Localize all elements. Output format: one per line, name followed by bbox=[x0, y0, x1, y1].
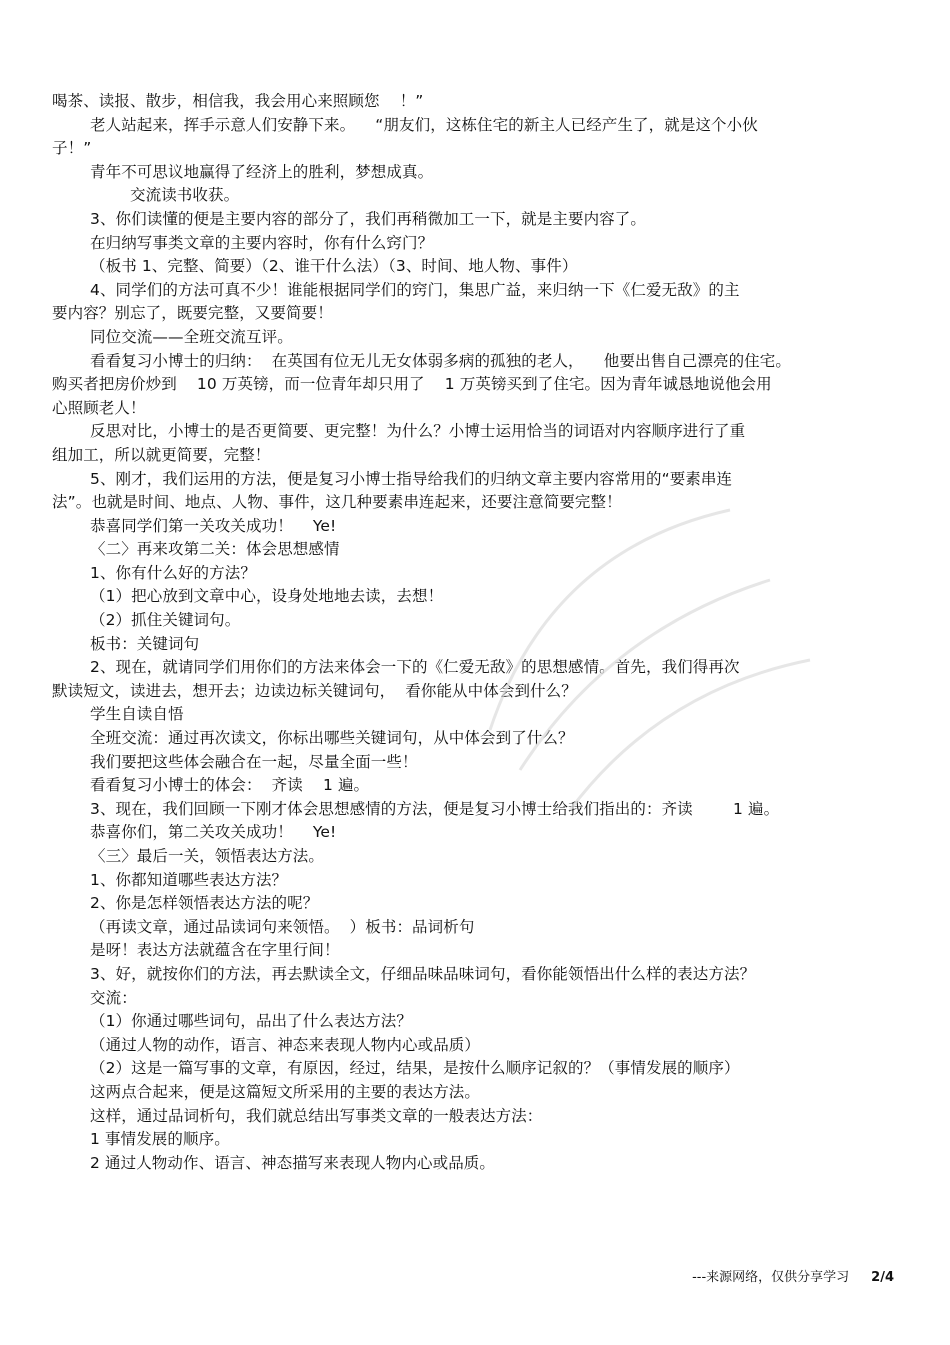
text-line: （通过人物的动作，语言、神态来表现人物内心或品质） bbox=[90, 1035, 481, 1054]
text-line: 5、刚才，我们运用的方法，便是复习小博士指导给我们的归纳文章主要内容常用的“要素串连 bbox=[90, 469, 733, 488]
text-line: 恭喜同学们第一关攻关成功！ Ye! bbox=[90, 516, 337, 535]
text-line: 1 事情发展的顺序。 bbox=[90, 1130, 230, 1149]
text-line: 在归纳写事类文章的主要内容时，你有什么窍门？ bbox=[90, 233, 434, 252]
text-line: （2）抓住关键词句。 bbox=[90, 611, 241, 630]
text-line: 组加工，所以就更简要，完整！ bbox=[52, 445, 271, 464]
text-line: 交流读书收获。 bbox=[130, 186, 240, 205]
text-line: 看看复习小博士的归纳： 在英国有位无儿无女体弱多病的孤独的老人， 他要出售自己漂亮的住宅。 bbox=[90, 351, 791, 370]
text-line: 要内容？别忘了，既要完整，又要简要！ bbox=[52, 304, 333, 323]
text-line: 学生自读自悟 bbox=[90, 705, 184, 724]
text-line: 全班交流：通过再次读文，你标出哪些关键词句，从中体会到了什么？ bbox=[90, 729, 574, 748]
text-line: 1、你都知道哪些表达方法？ bbox=[90, 870, 288, 889]
text-line: 板书：关键词句 bbox=[90, 634, 200, 653]
text-line: 青年不可思议地赢得了经济上的胜利，梦想成真。 bbox=[90, 162, 434, 181]
page-number: 2/4 bbox=[871, 1270, 894, 1285]
text-line: 是呀！表达方法就蕴含在字里行间！ bbox=[90, 941, 340, 960]
text-line: 4、同学们的方法可真不少！谁能根据同学们的窍门，集思广益，来归纳一下《仁爱无敌》的主 bbox=[90, 280, 740, 299]
source-note: ---来源网络，仅供分享学习 bbox=[692, 1270, 850, 1285]
text-line: 老人站起来，挥手示意人们安静下来。 “朋友们，这栋住宅的新主人已经产生了，就是这个小伙 bbox=[90, 115, 758, 134]
text-line: 3、你们读懂的便是主要内容的部分了，我们再稍微加工一下，就是主要内容了。 bbox=[90, 209, 646, 228]
text-line: 这两点合起来，便是这篇短文所采用的主要的表达方法。 bbox=[90, 1082, 481, 1101]
document-body bbox=[52, 90, 892, 1175]
page-footer bbox=[676, 1251, 894, 1305]
text-line: 2、现在，就请同学们用你们的方法来体会一下的《仁爱无敌》的思想感情。首先，我们得再次 bbox=[90, 658, 740, 677]
text-line: （1）你通过哪些词句，品出了什么表达方法？ bbox=[90, 1012, 412, 1031]
text-line: 我们要把这些体会融合在一起，尽量全面一些！ bbox=[90, 752, 418, 771]
text-line: 法”。也就是时间、地点、人物、事件，这几种要素串连起来，还要注意简要完整！ bbox=[52, 493, 622, 512]
text-line: 看看复习小博士的体会： 齐读 1 遍。 bbox=[90, 776, 370, 795]
text-line: 子！” bbox=[52, 139, 92, 158]
text-line: 购买者把房价炒到 10 万英镑，而一位青年却只用了 1 万英镑买到了住宅。因为青年诚恳地说他会用 bbox=[52, 375, 772, 394]
text-line: （再读文章，通过品读词句来领悟。 ）板书：品词析句 bbox=[90, 917, 475, 936]
text-line: 这样，通过品词析句，我们就总结出写事类文章的一般表达方法： bbox=[90, 1106, 543, 1125]
text-line: 交流： bbox=[90, 988, 137, 1007]
text-line: 2、你是怎样领悟表达方法的呢？ bbox=[90, 894, 319, 913]
text-line: 〈二〉再来攻第二关：体会思想感情 bbox=[90, 540, 340, 559]
text-line: 〈三〉最后一关，领悟表达方法。 bbox=[90, 847, 325, 865]
text-line: 1、你有什么好的方法？ bbox=[90, 563, 256, 582]
text-line: 3、好，就按你们的方法，再去默读全文，仔细品味品味词句，看你能领悟出什么样的表达方法？ bbox=[90, 964, 756, 983]
text-line: 心照顾老人！ bbox=[52, 398, 146, 417]
text-line: （1）把心放到文章中心，设身处地地去读，去想！ bbox=[90, 587, 444, 606]
text-line: 默读短文，读进去，想开去；边读边标关键词句， 看你能从中体会到什么？ bbox=[52, 681, 577, 700]
text-line: 3、现在，我们回顾一下刚才体会思想感情的方法，便是复习小博士给我们指出的：齐读 1 遍。 bbox=[90, 799, 780, 818]
text-line: 喝茶、读报、散步，相信我，我会用心来照顾您 ！” bbox=[52, 92, 424, 110]
text-line: （2）这是一篇写事的文章，有原因，经过，结果，是按什么顺序记叙的？（事情发展的顺序） bbox=[90, 1059, 740, 1078]
text-line: 恭喜你们，第二关攻关成功！ Ye! bbox=[90, 823, 337, 842]
text-line: 同位交流——全班交流互评。 bbox=[90, 327, 293, 346]
text-line: （板书 1、完整、简要）（2、谁干什么法）（3、时间、地人物、事件） bbox=[90, 257, 578, 276]
text-line: 反思对比，小博士的是否更简要、更完整！为什么？小博士运用恰当的词语对内容顺序进行了重 bbox=[90, 422, 746, 441]
text-line: 2 通过人物动作、语言、神态描写来表现人物内心或品质。 bbox=[90, 1153, 495, 1172]
